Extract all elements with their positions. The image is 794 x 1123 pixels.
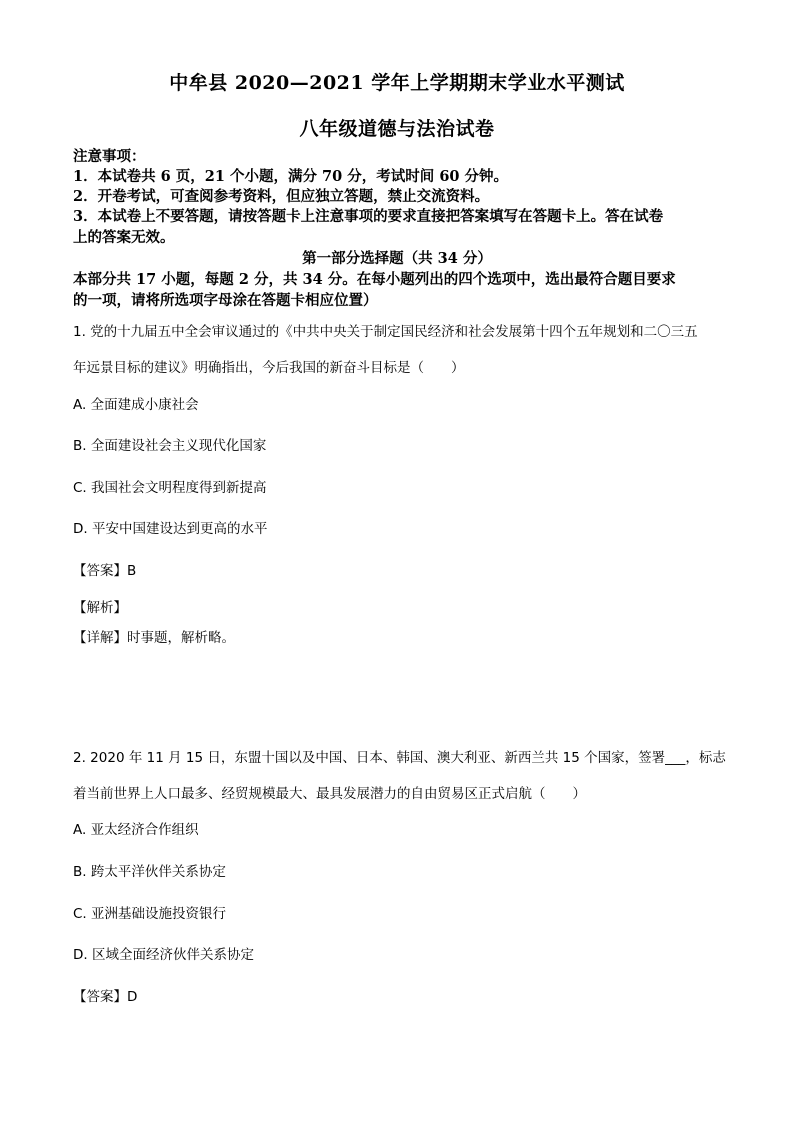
question-1-stem-line-1: 1. 党的十九届五中全会审议通过的《中共中央关于制定国民经济和社会发展第十四个五年规划和二〇三五 [73,324,698,340]
question-2-stem-line-1: 2. 2020 年 11 月 15 日，东盟十国以及中国、日本、韩国、澳大利亚、新西兰共 15 个国家，签署___，标志 [73,750,726,766]
note-item-1: 1．本试卷共 6 页，21 个小题，满分 70 分，考试时间 60 分钟。 [73,168,509,185]
notes-heading: 注意事项： [73,148,146,165]
question-2-stem-line-2: 着当前世界上人口最多、经贸规模最大、最具发展潜力的自由贸易区正式启航（ ） [73,786,586,802]
question-1-stem-line-2: 年远景目标的建议》明确指出，今后我国的新奋斗目标是（ ） [73,360,465,376]
section-desc-line-1: 本部分共 17 小题，每题 2 分，共 34 分。在每小题列出的四个选项中，选出最符合题目要求 [73,271,676,288]
question-2-option-b: B. 跨太平洋伙伴关系协定 [73,864,226,880]
question-2-option-c: C. 亚洲基础设施投资银行 [73,906,227,922]
question-1-analysis: 【解析】 [73,600,127,616]
question-1-detail: 【详解】时事题，解析略。 [73,630,235,646]
section-title: 第一部分选择题（共 34 分） [302,250,492,267]
note-item-2: 2．开卷考试，可查阅参考资料，但应独立答题，禁止交流资料。 [73,188,490,205]
question-1-option-c: C. 我国社会文明程度得到新提高 [73,480,267,496]
note-item-3: 3．本试卷上不要答题，请按答题卡上注意事项的要求直接把答案填写在答题卡上。答在试卷 [73,208,664,225]
note-item-3-cont: 上的答案无效。 [73,229,175,246]
question-2-answer: 【答案】D [73,989,138,1005]
question-2-option-a: A. 亚太经济合作组织 [73,822,199,838]
section-desc-line-2: 的一项，请将所选项字母涂在答题卡相应位置） [73,292,378,309]
question-1-option-a: A. 全面建成小康社会 [73,397,199,413]
question-1-answer: 【答案】B [73,563,137,579]
question-1-option-d: D. 平安中国建设达到更高的水平 [73,521,268,537]
question-1-option-b: B. 全面建设社会主义现代化国家 [73,438,267,454]
exam-title: 中牟县 2020—2021 学年上学期期末学业水平测试 [169,72,625,94]
question-2-option-d: D. 区域全面经济伙伴关系协定 [73,947,254,963]
exam-subtitle: 八年级道德与法治试卷 [299,118,495,140]
